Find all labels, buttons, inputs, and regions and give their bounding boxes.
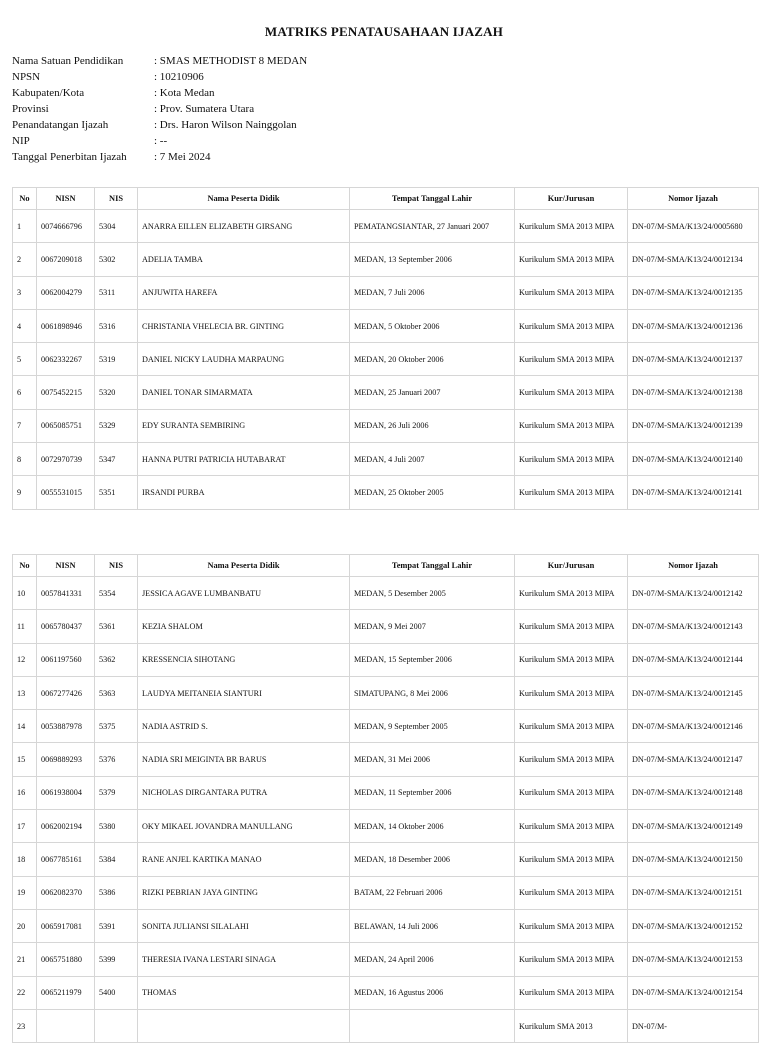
cell-no: 14 xyxy=(13,710,37,743)
cell-no: 17 xyxy=(13,810,37,843)
cell-nis: 5361 xyxy=(95,610,138,643)
info-value: : SMAS METHODIST 8 MEDAN xyxy=(154,55,308,67)
header-nis: NIS xyxy=(95,188,138,210)
cell-ttl: MEDAN, 7 Juli 2006 xyxy=(350,276,515,309)
cell-ttl: SIMATUPANG, 8 Mei 2006 xyxy=(350,676,515,709)
cell-kur: Kurikulum SMA 2013 MIPA xyxy=(515,276,628,309)
info-label: Tanggal Penerbitan Ijazah xyxy=(12,151,127,163)
header-kur: Kur/Jurusan xyxy=(515,188,628,210)
table-row xyxy=(13,776,759,809)
info-row-penandatangan xyxy=(12,117,307,133)
table-row xyxy=(13,210,759,243)
info-label: Penandatangan Ijazah xyxy=(12,119,109,131)
table-row xyxy=(13,476,759,509)
cell-ijazah: DN-07/M-SMA/K13/24/0012148 xyxy=(628,776,759,809)
table-header-row xyxy=(13,555,759,577)
cell-no: 12 xyxy=(13,643,37,676)
cell-nis: 5320 xyxy=(95,376,138,409)
cell-ttl: MEDAN, 18 Desember 2006 xyxy=(350,843,515,876)
cell-nis: 5386 xyxy=(95,876,138,909)
table-row xyxy=(13,276,759,309)
cell-ttl: MEDAN, 9 Mei 2007 xyxy=(350,610,515,643)
cell-nisn: 0061898946 xyxy=(37,309,95,342)
cell-nis: 5380 xyxy=(95,810,138,843)
cell-no: 21 xyxy=(13,943,37,976)
cell-ijazah: DN-07/M-SMA/K13/24/0012153 xyxy=(628,943,759,976)
cell-kur: Kurikulum SMA 2013 MIPA xyxy=(515,843,628,876)
cell-nis: 5363 xyxy=(95,676,138,709)
cell-ijazah: DN-07/M-SMA/K13/24/0012136 xyxy=(628,309,759,342)
table-row xyxy=(13,976,759,1009)
header-ijazah: Nomor Ijazah xyxy=(628,188,759,210)
cell-ijazah: DN-07/M-SMA/K13/24/0012149 xyxy=(628,810,759,843)
cell-nama: SONITA JULIANSI SILALAHI xyxy=(138,909,350,942)
cell-nama: KRESSENCIA SIHOTANG xyxy=(138,643,350,676)
cell-no: 8 xyxy=(13,443,37,476)
cell-nisn: 0067785161 xyxy=(37,843,95,876)
cell-no: 23 xyxy=(13,1009,37,1042)
ijazah-table-1 xyxy=(12,187,759,510)
table-row xyxy=(13,743,759,776)
cell-kur: Kurikulum SMA 2013 xyxy=(515,1009,628,1042)
cell-no: 4 xyxy=(13,309,37,342)
cell-nama: KEZIA SHALOM xyxy=(138,610,350,643)
cell-kur: Kurikulum SMA 2013 MIPA xyxy=(515,710,628,743)
cell-no: 19 xyxy=(13,876,37,909)
ijazah-table-2 xyxy=(12,554,759,1043)
cell-no: 15 xyxy=(13,743,37,776)
cell-ttl: MEDAN, 14 Oktober 2006 xyxy=(350,810,515,843)
table-row xyxy=(13,343,759,376)
info-value: : -- xyxy=(154,135,168,147)
table-row xyxy=(13,1009,759,1042)
cell-kur: Kurikulum SMA 2013 MIPA xyxy=(515,476,628,509)
cell-ijazah: DN-07/M-SMA/K13/24/0012135 xyxy=(628,276,759,309)
cell-ttl: PEMATANGSIANTAR, 27 Januari 2007 xyxy=(350,210,515,243)
cell-nis: 5347 xyxy=(95,443,138,476)
cell-nisn: 0074666796 xyxy=(37,210,95,243)
cell-no: 6 xyxy=(13,376,37,409)
table-row xyxy=(13,643,759,676)
cell-nisn: 0072970739 xyxy=(37,443,95,476)
info-label: Nama Satuan Pendidikan xyxy=(12,55,124,67)
cell-nisn: 0067277426 xyxy=(37,676,95,709)
header-nama: Nama Peserta Didik xyxy=(138,188,350,210)
table-header-row xyxy=(13,188,759,210)
cell-ijazah: DN-07/M-SMA/K13/24/0012145 xyxy=(628,676,759,709)
info-value: : Kota Medan xyxy=(154,87,215,99)
cell-nama: THOMAS xyxy=(138,976,350,1009)
cell-kur: Kurikulum SMA 2013 MIPA xyxy=(515,743,628,776)
cell-nama: ADELIA TAMBA xyxy=(138,243,350,276)
table-body xyxy=(13,210,759,510)
cell-ijazah: DN-07/M-SMA/K13/24/0012152 xyxy=(628,909,759,942)
cell-no: 16 xyxy=(13,776,37,809)
table-row xyxy=(13,577,759,610)
cell-nisn: 0062002194 xyxy=(37,810,95,843)
table-row xyxy=(13,810,759,843)
cell-kur: Kurikulum SMA 2013 MIPA xyxy=(515,776,628,809)
cell-ijazah: DN-07/M-SMA/K13/24/0012139 xyxy=(628,409,759,442)
header-ijazah: Nomor Ijazah xyxy=(628,555,759,577)
cell-nisn: 0067209018 xyxy=(37,243,95,276)
cell-nama xyxy=(138,1009,350,1042)
info-label: NIP xyxy=(12,135,30,147)
info-row-nip xyxy=(12,133,307,149)
cell-nis: 5379 xyxy=(95,776,138,809)
table-row xyxy=(13,610,759,643)
info-row-provinsi xyxy=(12,101,307,117)
header-no: No xyxy=(13,555,37,577)
table-row xyxy=(13,409,759,442)
cell-ijazah: DN-07/M-SMA/K13/24/0012138 xyxy=(628,376,759,409)
info-row-tanggal xyxy=(12,149,307,165)
cell-ijazah: DN-07/M-SMA/K13/24/0012137 xyxy=(628,343,759,376)
info-value: : 10210906 xyxy=(154,71,204,83)
cell-nis: 5362 xyxy=(95,643,138,676)
cell-nisn: 0065751880 xyxy=(37,943,95,976)
table-row xyxy=(13,843,759,876)
cell-ttl: MEDAN, 26 Juli 2006 xyxy=(350,409,515,442)
table-body xyxy=(13,577,759,1043)
cell-nama: DANIEL NICKY LAUDHA MARPAUNG xyxy=(138,343,350,376)
cell-kur: Kurikulum SMA 2013 MIPA xyxy=(515,943,628,976)
header-nisn: NISN xyxy=(37,188,95,210)
info-label: Kabupaten/Kota xyxy=(12,87,85,99)
cell-nisn xyxy=(37,1009,95,1042)
cell-nama: HANNA PUTRI PATRICIA HUTABARAT xyxy=(138,443,350,476)
info-row-npsn xyxy=(12,69,307,85)
cell-nama: NADIA SRI MEIGINTA BR BARUS xyxy=(138,743,350,776)
info-value: : Prov. Sumatera Utara xyxy=(154,103,255,115)
cell-nama: LAUDYA MEITANEIA SIANTURI xyxy=(138,676,350,709)
cell-ttl: MEDAN, 31 Mei 2006 xyxy=(350,743,515,776)
cell-kur: Kurikulum SMA 2013 MIPA xyxy=(515,810,628,843)
cell-kur: Kurikulum SMA 2013 MIPA xyxy=(515,309,628,342)
cell-no: 3 xyxy=(13,276,37,309)
cell-nis: 5384 xyxy=(95,843,138,876)
cell-nama: RANE ANJEL KARTIKA MANAO xyxy=(138,843,350,876)
cell-kur: Kurikulum SMA 2013 MIPA xyxy=(515,376,628,409)
cell-kur: Kurikulum SMA 2013 MIPA xyxy=(515,409,628,442)
cell-ttl: BELAWAN, 14 Juli 2006 xyxy=(350,909,515,942)
cell-no: 10 xyxy=(13,577,37,610)
table-row xyxy=(13,710,759,743)
cell-ttl xyxy=(350,1009,515,1042)
info-row-nama-satuan xyxy=(12,53,307,69)
cell-no: 2 xyxy=(13,243,37,276)
header-nisn: NISN xyxy=(37,555,95,577)
header-ttl: Tempat Tanggal Lahir xyxy=(350,555,515,577)
table-row xyxy=(13,943,759,976)
cell-ijazah: DN-07/M-SMA/K13/24/0012142 xyxy=(628,577,759,610)
cell-ijazah: DN-07/M-SMA/K13/24/0012134 xyxy=(628,243,759,276)
cell-kur: Kurikulum SMA 2013 MIPA xyxy=(515,876,628,909)
cell-kur: Kurikulum SMA 2013 MIPA xyxy=(515,909,628,942)
cell-nama: OKY MIKAEL JOVANDRA MANULLANG xyxy=(138,810,350,843)
cell-nama: ANJUWITA HAREFA xyxy=(138,276,350,309)
cell-nama: CHRISTANIA VHELECIA BR. GINTING xyxy=(138,309,350,342)
cell-no: 7 xyxy=(13,409,37,442)
cell-ijazah: DN-07/M-SMA/K13/24/0012146 xyxy=(628,710,759,743)
cell-no: 13 xyxy=(13,676,37,709)
cell-nisn: 0065085751 xyxy=(37,409,95,442)
cell-kur: Kurikulum SMA 2013 MIPA xyxy=(515,210,628,243)
cell-nisn: 0053887978 xyxy=(37,710,95,743)
cell-ijazah: DN-07/M- xyxy=(628,1009,759,1042)
table-row xyxy=(13,309,759,342)
cell-nisn: 0057841331 xyxy=(37,577,95,610)
cell-no: 22 xyxy=(13,976,37,1009)
cell-ijazah: DN-07/M-SMA/K13/24/0012151 xyxy=(628,876,759,909)
cell-ijazah: DN-07/M-SMA/K13/24/0012150 xyxy=(628,843,759,876)
cell-nama: DANIEL TONAR SIMARMATA xyxy=(138,376,350,409)
cell-kur: Kurikulum SMA 2013 MIPA xyxy=(515,643,628,676)
cell-nis xyxy=(95,1009,138,1042)
cell-nama: JESSICA AGAVE LUMBANBATU xyxy=(138,577,350,610)
info-value: : 7 Mei 2024 xyxy=(154,151,211,163)
cell-nis: 5316 xyxy=(95,309,138,342)
cell-kur: Kurikulum SMA 2013 MIPA xyxy=(515,443,628,476)
cell-ijazah: DN-07/M-SMA/K13/24/0012147 xyxy=(628,743,759,776)
cell-nisn: 0062004279 xyxy=(37,276,95,309)
header-nama: Nama Peserta Didik xyxy=(138,555,350,577)
cell-kur: Kurikulum SMA 2013 MIPA xyxy=(515,577,628,610)
cell-ttl: MEDAN, 5 Oktober 2006 xyxy=(350,309,515,342)
cell-nisn: 0062082370 xyxy=(37,876,95,909)
table-row xyxy=(13,443,759,476)
cell-ttl: MEDAN, 15 September 2006 xyxy=(350,643,515,676)
cell-no: 11 xyxy=(13,610,37,643)
cell-nis: 5302 xyxy=(95,243,138,276)
cell-nama: NICHOLAS DIRGANTARA PUTRA xyxy=(138,776,350,809)
cell-nis: 5319 xyxy=(95,343,138,376)
cell-kur: Kurikulum SMA 2013 MIPA xyxy=(515,676,628,709)
info-label: NPSN xyxy=(12,71,41,83)
cell-nis: 5375 xyxy=(95,710,138,743)
cell-nis: 5399 xyxy=(95,943,138,976)
cell-no: 1 xyxy=(13,210,37,243)
cell-nama: NADIA ASTRID S. xyxy=(138,710,350,743)
cell-nisn: 0055531015 xyxy=(37,476,95,509)
cell-ttl: MEDAN, 24 April 2006 xyxy=(350,943,515,976)
info-row-kabupaten xyxy=(12,85,307,101)
cell-ijazah: DN-07/M-SMA/K13/24/0012143 xyxy=(628,610,759,643)
cell-nama: RIZKI PEBRIAN JAYA GINTING xyxy=(138,876,350,909)
table-row xyxy=(13,876,759,909)
cell-ijazah: DN-07/M-SMA/K13/24/0012141 xyxy=(628,476,759,509)
cell-no: 20 xyxy=(13,909,37,942)
info-value: : Drs. Haron Wilson Nainggolan xyxy=(154,119,297,131)
table-row xyxy=(13,376,759,409)
cell-nis: 5391 xyxy=(95,909,138,942)
cell-ttl: MEDAN, 9 September 2005 xyxy=(350,710,515,743)
cell-no: 5 xyxy=(13,343,37,376)
cell-ttl: MEDAN, 13 September 2006 xyxy=(350,243,515,276)
document-title: MATRIKS PENATAUSAHAAN IJAZAH xyxy=(264,24,504,39)
cell-nisn: 0065211979 xyxy=(37,976,95,1009)
cell-nisn: 0061938004 xyxy=(37,776,95,809)
cell-nisn: 0065780437 xyxy=(37,610,95,643)
cell-ttl: MEDAN, 4 Juli 2007 xyxy=(350,443,515,476)
cell-ijazah: DN-07/M-SMA/K13/24/0012154 xyxy=(628,976,759,1009)
school-info xyxy=(12,53,307,165)
cell-nama: ANARRA EILLEN ELIZABETH GIRSANG xyxy=(138,210,350,243)
cell-nama: EDY SURANTA SEMBIRING xyxy=(138,409,350,442)
cell-ijazah: DN-07/M-SMA/K13/24/0005680 xyxy=(628,210,759,243)
cell-nis: 5400 xyxy=(95,976,138,1009)
cell-nis: 5354 xyxy=(95,577,138,610)
cell-nisn: 0069889293 xyxy=(37,743,95,776)
cell-nis: 5311 xyxy=(95,276,138,309)
cell-nisn: 0065917081 xyxy=(37,909,95,942)
table-row xyxy=(13,909,759,942)
cell-ttl: MEDAN, 20 Oktober 2006 xyxy=(350,343,515,376)
cell-ttl: MEDAN, 25 Januari 2007 xyxy=(350,376,515,409)
header-ttl: Tempat Tanggal Lahir xyxy=(350,188,515,210)
header-kur: Kur/Jurusan xyxy=(515,555,628,577)
cell-nisn: 0062332267 xyxy=(37,343,95,376)
cell-nis: 5376 xyxy=(95,743,138,776)
cell-kur: Kurikulum SMA 2013 MIPA xyxy=(515,243,628,276)
cell-ttl: MEDAN, 11 September 2006 xyxy=(350,776,515,809)
header-no: No xyxy=(13,188,37,210)
cell-nama: THERESIA IVANA LESTARI SINAGA xyxy=(138,943,350,976)
cell-ttl: BATAM, 22 Februari 2006 xyxy=(350,876,515,909)
cell-ttl: MEDAN, 16 Agustus 2006 xyxy=(350,976,515,1009)
cell-no: 18 xyxy=(13,843,37,876)
cell-nama: IRSANDI PURBA xyxy=(138,476,350,509)
cell-nisn: 0075452215 xyxy=(37,376,95,409)
table-row xyxy=(13,676,759,709)
cell-ijazah: DN-07/M-SMA/K13/24/0012144 xyxy=(628,643,759,676)
header-nis: NIS xyxy=(95,555,138,577)
cell-no: 9 xyxy=(13,476,37,509)
cell-kur: Kurikulum SMA 2013 MIPA xyxy=(515,343,628,376)
cell-nis: 5329 xyxy=(95,409,138,442)
cell-ttl: MEDAN, 5 Desember 2005 xyxy=(350,577,515,610)
cell-ijazah: DN-07/M-SMA/K13/24/0012140 xyxy=(628,443,759,476)
cell-nis: 5351 xyxy=(95,476,138,509)
cell-ttl: MEDAN, 25 Oktober 2005 xyxy=(350,476,515,509)
cell-kur: Kurikulum SMA 2013 MIPA xyxy=(515,610,628,643)
cell-nisn: 0061197560 xyxy=(37,643,95,676)
cell-kur: Kurikulum SMA 2013 MIPA xyxy=(515,976,628,1009)
table-row xyxy=(13,243,759,276)
cell-nis: 5304 xyxy=(95,210,138,243)
info-label: Provinsi xyxy=(12,103,49,115)
